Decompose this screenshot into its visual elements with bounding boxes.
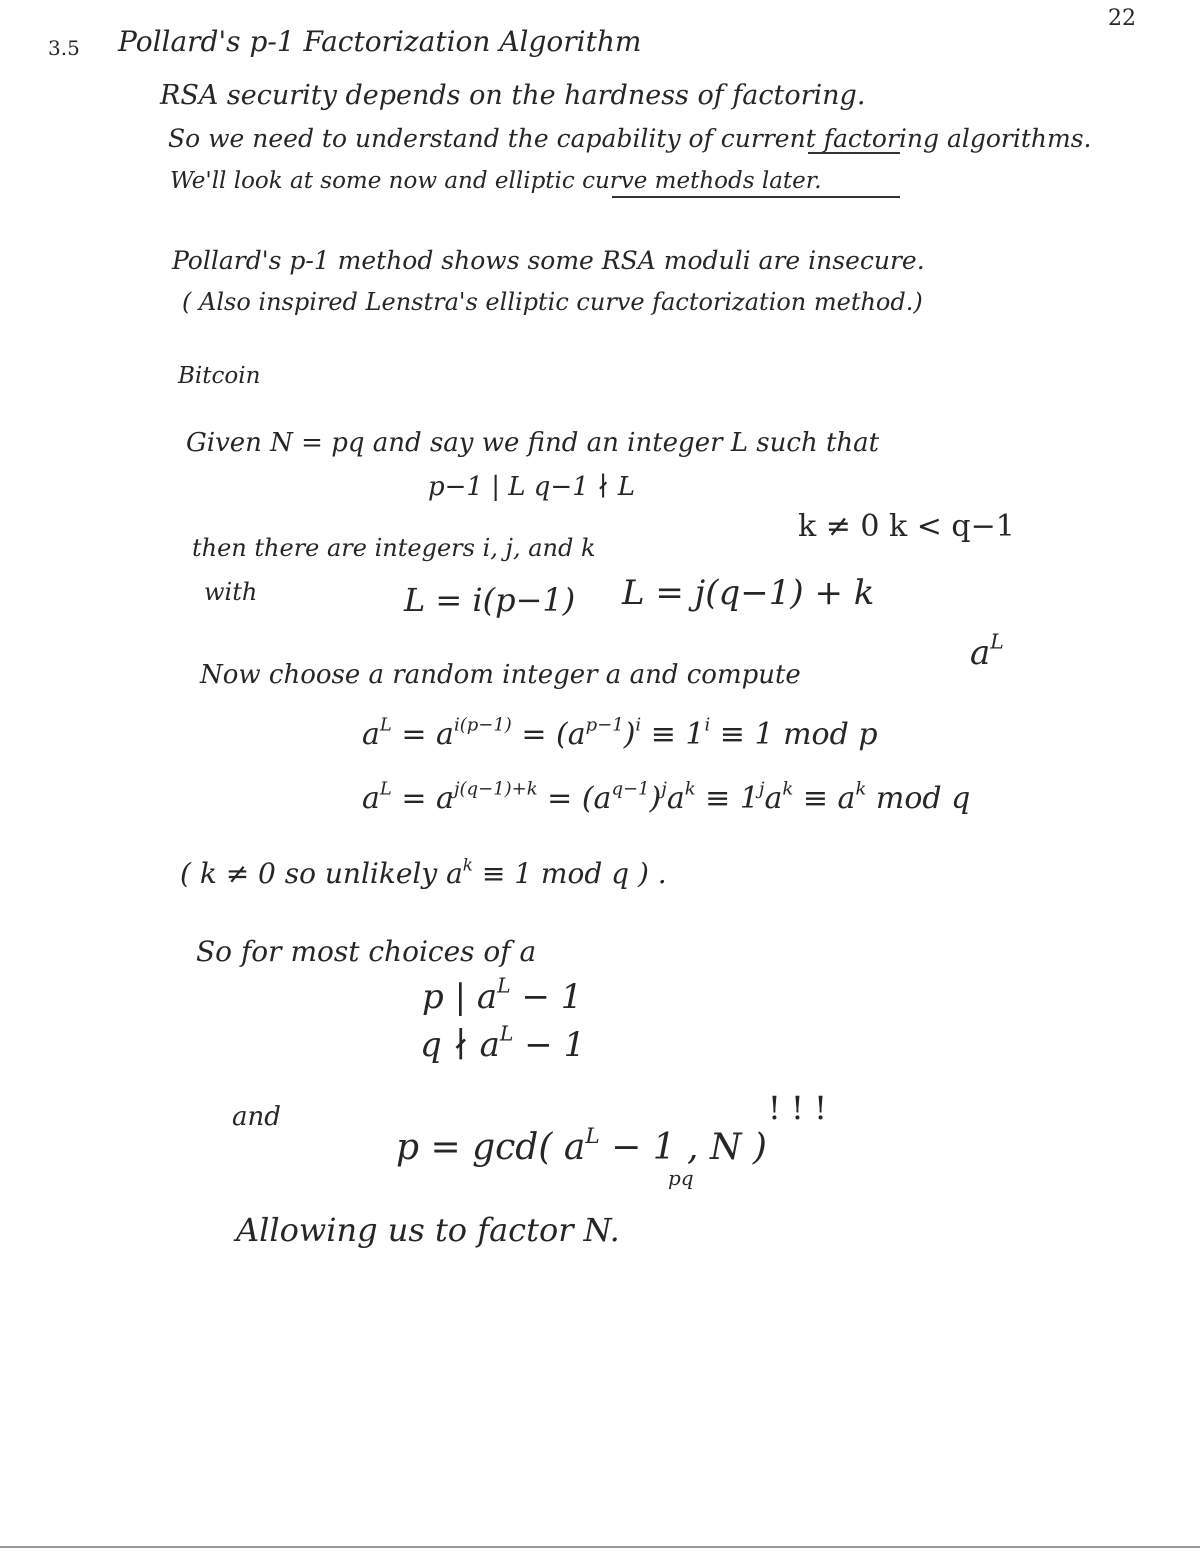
page-number: 22 [1108,6,1136,31]
text-line-integers: then there are integers i, j, and k [192,534,596,562]
math-part: a [362,781,380,816]
text-line-with: with [204,578,258,606]
math-l-equals-jq: L = j(q−1) + k [622,573,875,613]
math-exponent: k [782,778,794,800]
math-part: ( k ≠ 0 so unlikely a [180,857,463,890]
math-part: = (a [537,781,612,816]
math-exclamations: ! ! ! [768,1089,827,1127]
math-exponent: L [379,778,392,800]
text-line-bitcoin: Bitcoin [178,363,261,389]
math-part: ≡ 1 [641,717,705,752]
section-number: 3.5 [48,36,80,60]
math-congruence-mod-q [362,778,971,816]
math-exponent: q−1 [611,778,650,800]
math-exponent: k [684,778,696,800]
math-part: a [362,717,380,752]
math-congruence-mod-p [362,714,878,752]
math-part: ≡ a [793,781,856,816]
math-n-equals-pq-note: pq [668,1166,694,1190]
text-line-lenstra: ( Also inspired Lenstra's elliptic curve factorization method.) [182,288,923,316]
math-part: ) [623,717,636,752]
text-line-rsa-security: RSA security depends on the hardness of factoring. [160,80,866,111]
math-unlikely-note [180,854,667,890]
math-part: = a [391,717,454,752]
text-line-capability: So we need to understand the capability of current factoring algorithms. [168,124,1092,153]
math-exponent: L [990,629,1004,654]
math-exponent: i [704,714,711,736]
text-line-most-choices: So for most choices of a [196,935,537,968]
math-a: a [970,633,991,673]
math-part: a [666,781,685,816]
math-exponent: L [497,973,511,998]
text-line-choose-a: Now choose a random integer a and compute [200,660,801,690]
scan-edge-line [0,1546,1200,1548]
math-gcd [396,1123,767,1168]
section-title: Pollard's p-1 Factorization Algorithm [118,25,642,58]
math-part: − 1 , N ) [599,1127,767,1168]
math-exponent: j [758,778,765,800]
math-p-divides [422,973,583,1017]
math-part: − 1 [510,977,583,1017]
math-part: a [764,781,783,816]
text-line-and: and [232,1102,281,1132]
text-line-elliptic-later: We'll look at some now and elliptic curve methods later. [170,168,822,194]
text-line-given-n: Given N = pq and say we find an integer L such that [186,428,880,458]
math-part: = a [391,781,454,816]
math-part: p | a [422,977,498,1017]
math-part: p = gcd( a [396,1127,586,1168]
math-exponent: p−1 [585,714,624,736]
math-a-power-l [970,629,1004,673]
math-l-equals-ip: L = i(p−1) [404,581,576,619]
math-exponent: j(q−1)+k [453,778,538,800]
math-part: q ∤ a [420,1025,500,1065]
math-part: ) [649,781,662,816]
math-exponent: k [462,854,473,875]
text-line-allowing-factor: Allowing us to factor N. [236,1211,620,1249]
math-part: ≡ 1 mod q ) . [472,857,667,890]
math-part: = (a [511,717,586,752]
math-part: ≡ 1 mod p [710,717,878,752]
math-exponent: i [635,714,642,736]
math-exponent: L [499,1021,514,1046]
math-exponent: k [855,778,867,800]
math-exponent: i(p−1) [453,714,512,736]
math-exponent: j [661,778,667,800]
math-q-not-divides [420,1021,586,1065]
underline-current [808,152,900,154]
math-k-condition: k ≠ 0 k < q−1 [798,509,1015,544]
math-part: mod q [866,781,971,816]
math-part: − 1 [513,1025,586,1065]
text-line-pollard-insecure: Pollard's p-1 method shows some RSA moduli are insecure. [172,246,925,275]
underline-elliptic-curve [612,196,900,198]
math-divisibility-condition: p−1 | L q−1 ∤ L [428,472,635,502]
math-exponent: L [379,714,392,736]
math-part: ≡ 1 [695,781,759,816]
math-exponent: L [585,1123,600,1149]
